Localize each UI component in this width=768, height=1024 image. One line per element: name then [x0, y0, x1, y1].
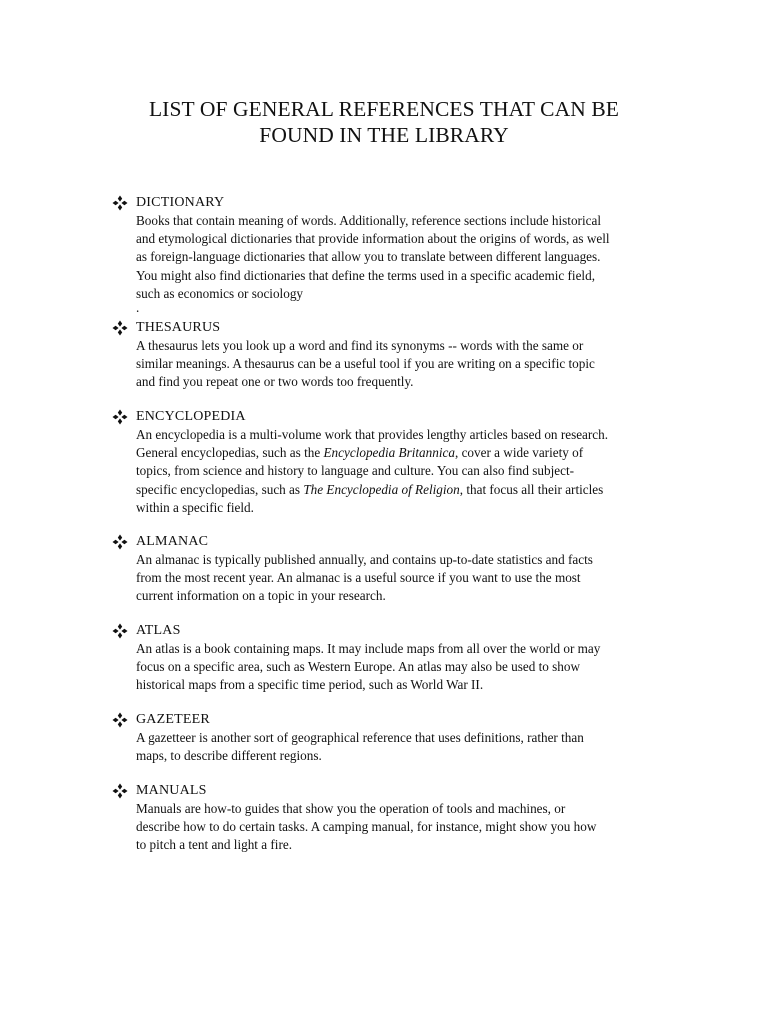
body-line: [136, 444, 696, 462]
section-body: [136, 729, 696, 765]
body-line: from the most recent year. An almanac is a useful source if you want to use the most: [136, 570, 581, 586]
body-line: [136, 481, 696, 499]
body-text: , cover a wide variety of: [454, 445, 584, 461]
body-line: to pitch a tent and light a fire.: [136, 837, 293, 853]
body-line: .: [136, 300, 140, 316]
body-line: topics, from science and history to language and culture. You can also find subject-: [136, 463, 575, 479]
section-heading: DICTIONARY: [136, 195, 225, 210]
body-text: General encyclopedias, such as the: [136, 445, 324, 461]
title-italic: The Encyclopedia of Religion: [303, 481, 460, 497]
section-heading: ALMANAC: [136, 534, 209, 549]
diamond-bullet-icon: [112, 712, 128, 728]
section-heading: MANUALS: [136, 783, 207, 798]
section-heading: GAZETEER: [136, 712, 210, 727]
title-line-2: FOUND IN THE LIBRARY: [259, 123, 509, 147]
title-italic: Encyclopedia Britannica: [323, 445, 455, 461]
body-line: maps, to describe different regions.: [136, 748, 322, 764]
diamond-bullet-icon: [112, 195, 128, 211]
section-body: [136, 640, 696, 695]
body-line: A gazetteer is another sort of geographical reference that uses definitions, rather than: [136, 730, 584, 745]
section-body: [136, 212, 696, 316]
diamond-bullet-icon: [112, 534, 128, 550]
body-text: , that focus all their articles: [459, 481, 604, 497]
body-line: as foreign-language dictionaries that allow you to translate between different languages.: [136, 249, 601, 265]
diamond-bullet-icon: [112, 320, 128, 336]
body-line: describe how to do certain tasks. A camping manual, for instance, might show you how: [136, 819, 597, 835]
section-body: [136, 337, 696, 392]
body-line: within a specific field.: [136, 499, 254, 515]
section-body: [136, 800, 696, 855]
body-line: An atlas is a book containing maps. It may include maps from all over the world or may: [136, 641, 601, 656]
body-line: Books that contain meaning of words. Additionally, reference sections include historical: [136, 213, 601, 228]
body-line: A thesaurus lets you look up a word and find its synonyms -- words with the same or: [136, 338, 584, 353]
page-title: [0, 96, 768, 148]
section-heading: ENCYCLOPEDIA: [136, 409, 246, 424]
body-line: and find you repeat one or two words too frequently.: [136, 374, 414, 390]
section-heading: ATLAS: [136, 623, 181, 638]
body-line: An almanac is typically published annually, and contains up-to-date statistics and facts: [136, 552, 593, 567]
diamond-bullet-icon: [112, 623, 128, 639]
title-line-1: LIST OF GENERAL REFERENCES THAT CAN BE: [148, 97, 620, 121]
body-line: An encyclopedia is a multi-volume work that provides lengthy articles based on research.: [136, 427, 609, 442]
diamond-bullet-icon: [112, 783, 128, 799]
body-line: You might also find dictionaries that define the terms used in a specific academic field,: [136, 267, 595, 283]
body-line: such as economics or sociology: [136, 285, 304, 301]
body-line: focus on a specific area, such as Western Europe. An atlas may also be used to show: [136, 659, 581, 675]
body-line: and etymological dictionaries that provide information about the origins of words, as well: [136, 231, 610, 247]
section-heading: THESAURUS: [136, 320, 221, 335]
diamond-bullet-icon: [112, 409, 128, 425]
body-line: historical maps from a specific time period, such as World War II.: [136, 677, 484, 693]
body-line: similar meanings. A thesaurus can be a useful tool if you are writing on a specific topic: [136, 356, 595, 372]
body-line: Manuals are how-to guides that show you the operation of tools and machines, or: [136, 801, 566, 816]
body-line: current information on a topic in your research.: [136, 588, 386, 604]
section-body: [136, 426, 696, 517]
section-body: [136, 551, 696, 606]
body-text: specific encyclopedias, such as: [136, 481, 304, 497]
